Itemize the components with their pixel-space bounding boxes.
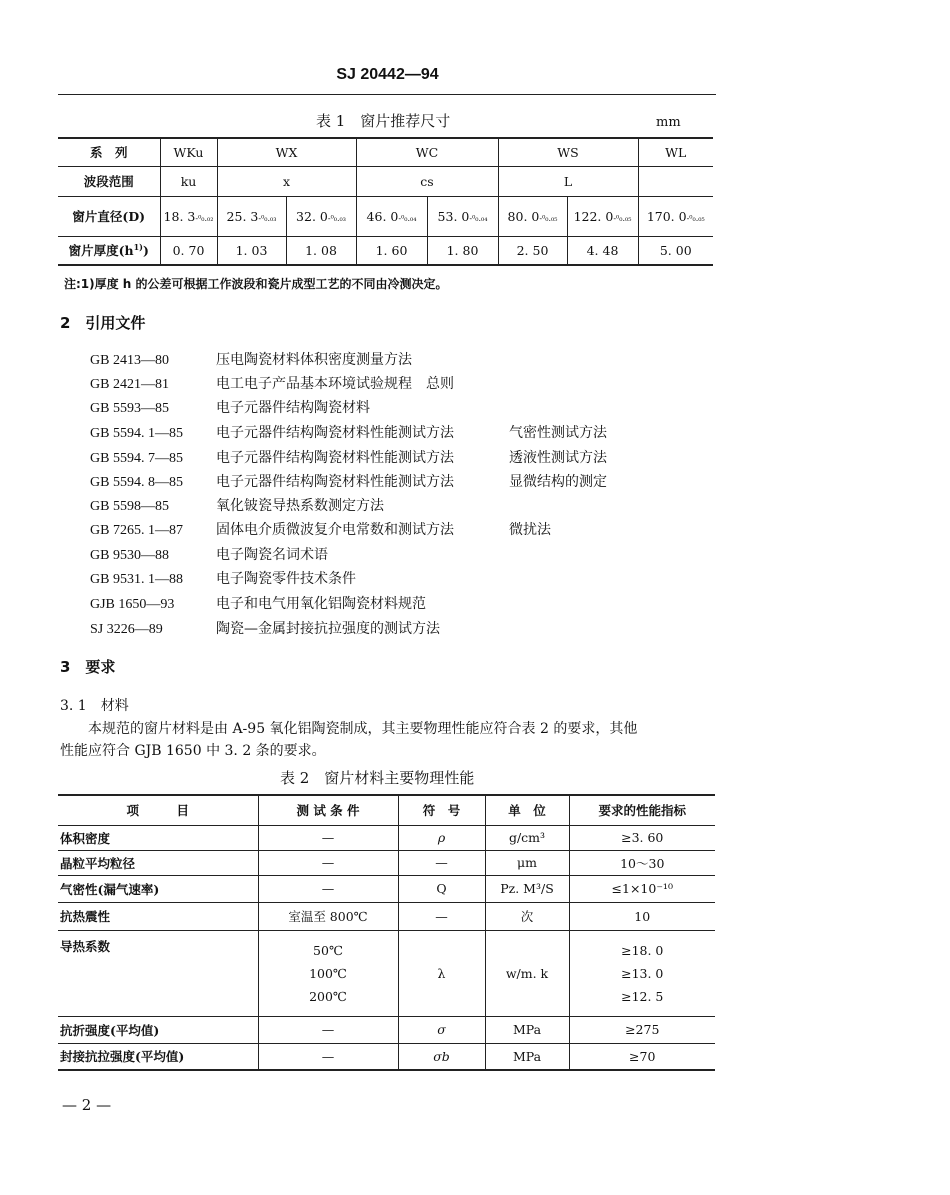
thickness-cell: 5. 00	[638, 236, 713, 265]
test-condition: 室温至 800℃	[258, 902, 398, 930]
diameter-cell	[567, 196, 638, 236]
diameter-tolerance: -⁰₀.₀₅	[613, 213, 632, 223]
series-cell: WKu	[160, 138, 217, 166]
series-cell: WL	[638, 138, 713, 166]
table2-header-unit: 单 位	[485, 795, 569, 825]
diameter-tolerance: -⁰₀.₀₃	[327, 213, 346, 223]
table1-label-diameter: 窗片直径(D)	[58, 196, 160, 236]
reference-title: 压电陶瓷材料体积密度测量方法	[216, 352, 412, 368]
property-unit: Pz. M³/S	[485, 875, 569, 902]
requirement-line: ≥12. 5	[621, 988, 664, 1004]
diameter-tolerance: -⁰₀.₀₃	[258, 213, 277, 223]
reference-code: GJB 1650—93	[90, 597, 175, 612]
reference-row	[90, 495, 509, 519]
thickness-cell: 1. 03	[217, 236, 286, 265]
band-cell: L	[498, 166, 638, 196]
series-cell: WX	[217, 138, 356, 166]
property-name: 气密性(漏气速率)	[58, 875, 258, 902]
reference-code: GB 9530—88	[90, 548, 169, 563]
reference-extra: 气密性测试方法	[509, 425, 607, 441]
reference-row	[90, 618, 509, 642]
condition-line: 200℃	[309, 988, 347, 1004]
table2-row	[58, 850, 715, 875]
diameter-tolerance: -⁰₀.₀₄	[398, 213, 417, 223]
reference-row	[90, 544, 509, 568]
thickness-cell: 1. 08	[286, 236, 356, 265]
band-cell: cs	[356, 166, 498, 196]
diameter-cell	[638, 196, 713, 236]
reference-title: 电子元器件结构陶瓷材料	[216, 400, 370, 416]
table2-header-item: 项 目	[58, 795, 258, 825]
property-unit: MPa	[485, 1016, 569, 1043]
reference-title: 电工电子产品基本环境试验规程 总则	[216, 376, 454, 392]
property-symbol: ρ	[398, 825, 485, 850]
thickness-label-sup: 1)	[133, 242, 143, 253]
property-symbol: —	[398, 850, 485, 875]
test-condition: —	[258, 875, 398, 902]
property-symbol: λ	[398, 930, 485, 1016]
diameter-cell	[427, 196, 498, 236]
diameter-value: 46. 0	[366, 208, 399, 224]
reference-title: 电子元器件结构陶瓷材料性能测试方法	[216, 425, 454, 441]
diameter-tolerance: -⁰₀.₀₅	[686, 213, 705, 223]
section2-heading: 2 引用文件	[60, 314, 146, 332]
reference-code: GB 5598—85	[90, 499, 169, 514]
diameter-tolerance: -⁰₀.₀₂	[195, 213, 214, 223]
table1-label-band: 波段范围	[58, 166, 160, 196]
reference-title: 电子元器件结构陶瓷材料性能测试方法	[216, 450, 454, 466]
table2	[58, 794, 715, 1071]
table1	[58, 137, 713, 266]
reference-row	[90, 568, 509, 592]
table2-row	[58, 875, 715, 902]
reference-title: 陶瓷—金属封接抗拉强度的测试方法	[216, 621, 440, 637]
thickness-cell: 4. 48	[567, 236, 638, 265]
header-rule	[58, 94, 716, 95]
requirement-line: ≥13. 0	[621, 965, 664, 981]
reference-code: GB 5593—85	[90, 401, 169, 416]
test-condition	[258, 930, 398, 1016]
table2-header-requirement: 要求的性能指标	[569, 795, 715, 825]
condition-line: 50℃	[313, 942, 343, 958]
property-name: 抗热震性	[58, 902, 258, 930]
test-condition: —	[258, 1043, 398, 1070]
section3-1-heading: 3. 1 材料	[60, 698, 129, 714]
property-requirement: ≤1×10⁻¹⁰	[569, 875, 715, 902]
thickness-cell: 1. 60	[356, 236, 427, 265]
reference-row	[90, 397, 509, 421]
thickness-cell: 2. 50	[498, 236, 567, 265]
diameter-cell	[160, 196, 217, 236]
test-condition: —	[258, 1016, 398, 1043]
table1-caption: 表 1 窗片推荐尺寸	[316, 112, 451, 130]
document-number: SJ 20442—94	[336, 66, 439, 83]
series-cell: WS	[498, 138, 638, 166]
reference-code: GB 5594. 1—85	[90, 426, 183, 441]
section3-paragraph	[60, 718, 740, 762]
page-number: — 2 —	[62, 1096, 112, 1114]
table1-unit: mm	[656, 115, 681, 130]
diameter-value: 170. 0	[646, 208, 687, 224]
test-condition: —	[258, 825, 398, 850]
table1-diameter-row	[58, 196, 713, 236]
reference-row	[90, 349, 509, 373]
diameter-cell	[356, 196, 427, 236]
property-name: 导热系数	[58, 930, 258, 1016]
reference-code: GB 2421—81	[90, 377, 169, 392]
property-symbol: Q	[398, 875, 485, 902]
band-cell: ku	[160, 166, 217, 196]
reference-title: 电子陶瓷名词术语	[216, 547, 328, 563]
table1-thickness-row	[58, 236, 713, 265]
series-cell: WC	[356, 138, 498, 166]
property-name: 抗折强度(平均值)	[58, 1016, 258, 1043]
reference-code: GB 5594. 7—85	[90, 451, 183, 466]
table1-note: 注:1)厚度 h 的公差可根据工作波段和瓷片成型工艺的不同由冷测决定。	[64, 277, 448, 291]
property-requirement: 10～30	[569, 850, 715, 875]
diameter-tolerance: -⁰₀.₀₄	[469, 213, 488, 223]
condition-line: 100℃	[309, 965, 347, 981]
diameter-value: 32. 0	[296, 208, 328, 224]
reference-row	[90, 519, 551, 543]
table2-header-row	[58, 795, 715, 825]
reference-title: 电子陶瓷零件技术条件	[216, 571, 356, 587]
property-requirement: 10	[569, 902, 715, 930]
table1-label-thickness	[58, 236, 160, 265]
paragraph-line: 本规范的窗片材料是由 A-95 氧化铝陶瓷制成，其主要物理性能应符合表 2 的要求，其他	[60, 721, 638, 737]
reference-extra: 透液性测试方法	[509, 450, 607, 466]
property-symbol: —	[398, 902, 485, 930]
diameter-value: 53. 0	[437, 208, 470, 224]
property-requirement: ≥3. 60	[569, 825, 715, 850]
property-unit: 次	[485, 902, 569, 930]
table2-caption: 表 2 窗片材料主要物理性能	[280, 769, 475, 787]
reference-title: 固体电介质微波复介电常数和测试方法	[216, 522, 454, 538]
paragraph-line: 性能应符合 GJB 1650 中 3. 2 条的要求。	[60, 743, 326, 759]
diameter-cell	[286, 196, 356, 236]
reference-title: 氧化铍瓷导热系数测定方法	[216, 498, 384, 514]
reference-row	[90, 447, 607, 471]
thickness-label-close: )	[142, 243, 149, 259]
reference-title: 电子元器件结构陶瓷材料性能测试方法	[216, 474, 454, 490]
diameter-value: 18. 3	[163, 208, 196, 224]
table2-header-symbol: 符 号	[398, 795, 485, 825]
property-symbol: σb	[398, 1043, 485, 1070]
table2-row	[58, 902, 715, 930]
property-unit: w/m. k	[485, 930, 569, 1016]
table2-row	[58, 825, 715, 850]
table1-series-row	[58, 138, 713, 166]
section3-heading: 3 要求	[60, 658, 116, 676]
table2-row	[58, 1016, 715, 1043]
thickness-cell: 0. 70	[160, 236, 217, 265]
property-name: 体积密度	[58, 825, 258, 850]
reference-code: GB 7265. 1—87	[90, 523, 183, 538]
reference-code: GB 5594. 8—85	[90, 475, 183, 490]
diameter-value: 122. 0	[573, 208, 614, 224]
band-cell	[638, 166, 713, 196]
thickness-label-text: 窗片厚度(h	[68, 243, 134, 259]
table1-band-row	[58, 166, 713, 196]
table2-header-condition: 测 试 条 件	[258, 795, 398, 825]
reference-extra: 微扰法	[509, 522, 551, 538]
property-requirement	[569, 930, 715, 1016]
diameter-value: 80. 0	[507, 208, 540, 224]
requirement-line: ≥18. 0	[621, 942, 664, 958]
property-name: 晶粒平均粒径	[58, 850, 258, 875]
reference-title: 电子和电气用氧化铝陶瓷材料规范	[216, 596, 426, 612]
diameter-cell	[217, 196, 286, 236]
reference-code: GB 2413—80	[90, 353, 169, 368]
property-symbol: σ	[398, 1016, 485, 1043]
property-requirement: ≥70	[569, 1043, 715, 1070]
reference-row	[90, 373, 509, 397]
property-unit: MPa	[485, 1043, 569, 1070]
table1-label-series: 系 列	[58, 138, 160, 166]
reference-row	[90, 593, 509, 617]
reference-extra: 显微结构的测定	[509, 474, 607, 490]
property-unit: μm	[485, 850, 569, 875]
reference-code: SJ 3226—89	[90, 622, 163, 637]
reference-code: GB 9531. 1—88	[90, 572, 183, 587]
test-condition: —	[258, 850, 398, 875]
property-requirement: ≥275	[569, 1016, 715, 1043]
thickness-cell: 1. 80	[427, 236, 498, 265]
diameter-value: 25. 3	[226, 208, 259, 224]
property-name: 封接抗拉强度(平均值)	[58, 1043, 258, 1070]
reference-row	[90, 422, 607, 446]
band-cell: x	[217, 166, 356, 196]
table2-row-thermal	[58, 930, 715, 1016]
diameter-tolerance: -⁰₀.₀₅	[539, 213, 558, 223]
reference-row	[90, 471, 607, 495]
property-unit: g/cm³	[485, 825, 569, 850]
table2-row	[58, 1043, 715, 1070]
diameter-cell	[498, 196, 567, 236]
